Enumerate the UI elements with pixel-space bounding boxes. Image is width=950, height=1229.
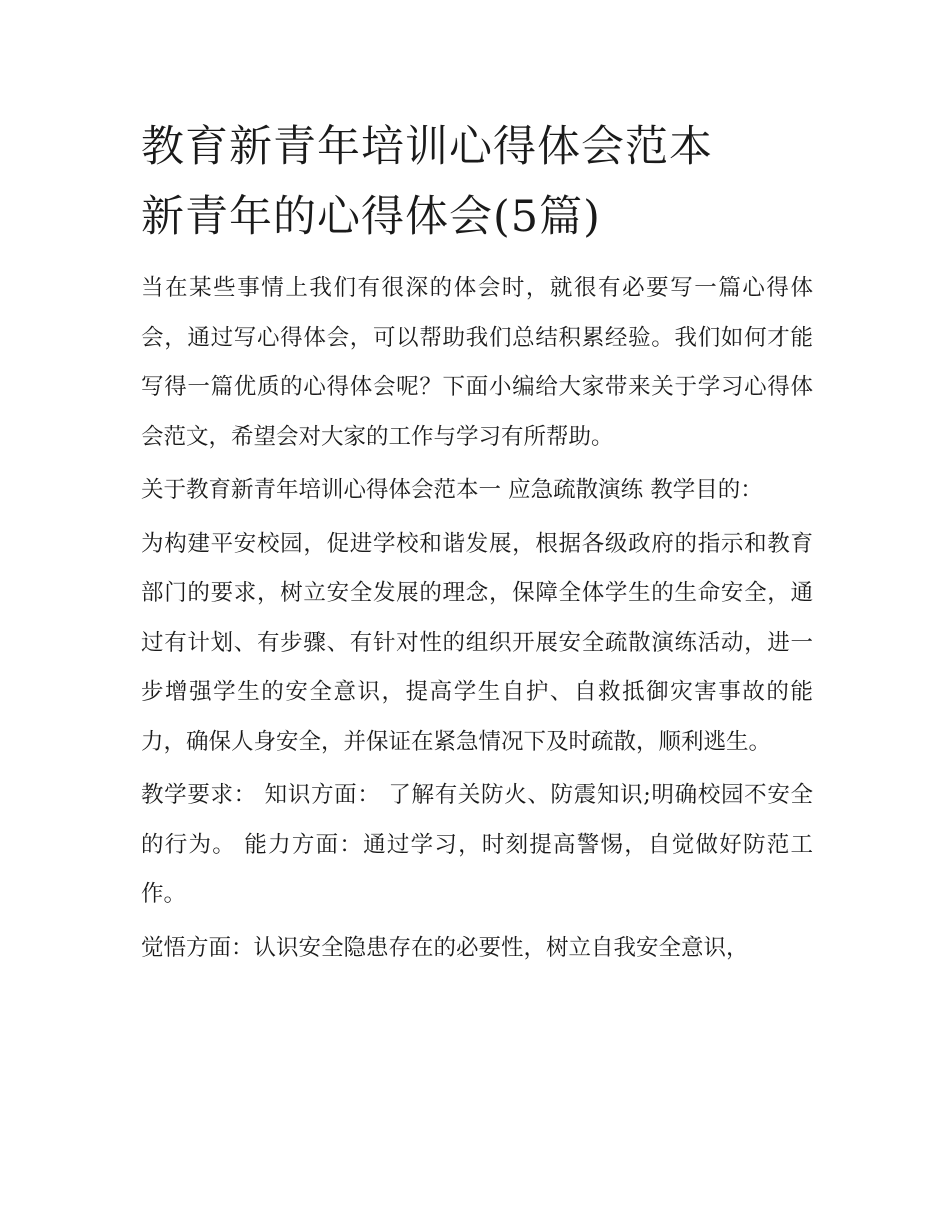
requirements-paragraph: 教学要求： 知识方面： 了解有关防火、防震知识;明确校园不安全的行为。 能力方面：通过学习，时刻提高警惕，自觉做好防范工作。 xyxy=(141,782,813,907)
title-line-1: 教育新青年培训心得体会范本 xyxy=(141,122,713,172)
section-heading-paragraph: 关于教育新青年培训心得体会范本一 应急疏散演练 教学目的： xyxy=(141,477,763,503)
document-page xyxy=(141,112,813,977)
document-body xyxy=(141,264,813,973)
awareness-paragraph: 觉悟方面：认识安全隐患存在的必要性，树立自我安全意识， xyxy=(141,934,749,961)
title-line-2: 新青年的心得体会(5篇) xyxy=(141,192,601,242)
intro-paragraph: 当在某些事情上我们有很深的体会时，就很有必要写一篇心得体会，通过写心得体会，可以帮助我们总结积累经验。我们如何才能写得一篇优质的心得体会呢？下面小编给大家带来关于学习心得体会范文，希望会对大家的工作与学习有所帮助。 xyxy=(141,275,813,450)
purpose-paragraph: 为构建平安校园，促进学校和谐发展，根据各级政府的指示和教育部门的要求，树立安全发展的理念，保障全体学生的生命安全，通过有计划、有步骤、有针对性的组织开展安全疏散演练活动，进一步增强学生的安全意识，提高学生自护、自救抵御灾害事故的能力，确保人身安全，并保证在紧急情况下及时疏散，顺利逃生。 xyxy=(141,530,813,755)
document-title xyxy=(141,112,813,252)
